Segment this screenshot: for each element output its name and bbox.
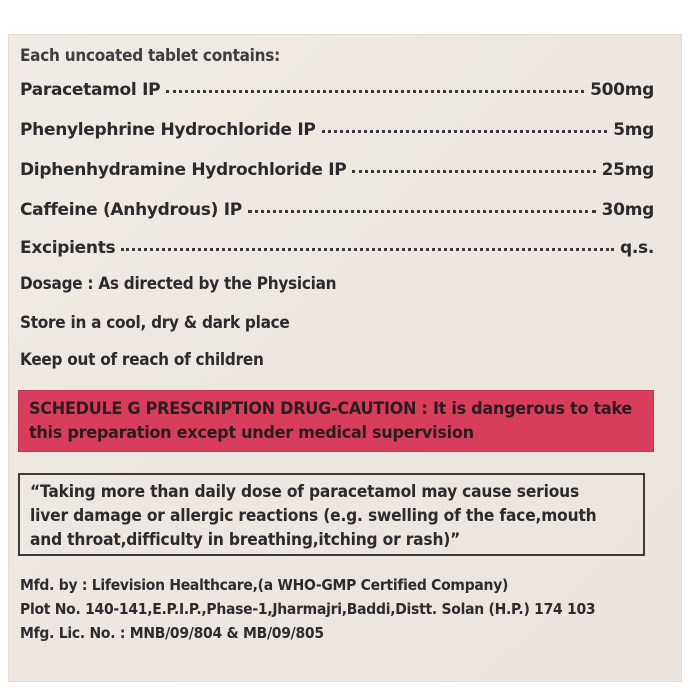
dot-leader: [352, 156, 595, 173]
dosage-text: Dosage : As directed by the Physician: [20, 274, 337, 294]
ingredient-qty: 30mg: [601, 200, 654, 220]
ingredient-row: [20, 78, 654, 102]
caution-lead: SCHEDULE G PRESCRIPTION DRUG-CAUTION :: [29, 399, 428, 419]
ingredient-name: Paracetamol IP: [20, 80, 161, 100]
medicine-label-panel: [8, 34, 682, 682]
composition-heading: Each uncoated tablet contains:: [20, 46, 280, 66]
ingredient-name: Caffeine (Anhydrous) IP: [20, 200, 242, 220]
ingredient-qty: 500mg: [590, 80, 654, 100]
ingredient-name: Diphenhydramine Hydrochloride IP: [20, 160, 347, 180]
ingredient-name: Excipients: [20, 238, 116, 258]
storage-text: Store in a cool, dry & dark place: [20, 313, 290, 333]
manufacturer-text: Mfd. by : Lifevision Healthcare,(a WHO-GMP Certified Company): [20, 576, 509, 594]
dot-leader: [121, 234, 614, 251]
keep-away-text: Keep out of reach of children: [20, 350, 264, 370]
ingredient-row: [20, 198, 654, 222]
schedule-g-caution-band: [18, 390, 654, 452]
ingredient-qty: 5mg: [613, 120, 654, 140]
dot-leader: [248, 196, 596, 213]
ingredient-qty: 25mg: [601, 160, 654, 180]
address-text: Plot No. 140-141,E.P.I.P.,Phase-1,Jharmajri,Baddi,Distt. Solan (H.P.) 174 103: [20, 600, 596, 618]
ingredient-row: [20, 236, 654, 260]
overdose-warning-text: “Taking more than daily dose of paracetamol may cause serious liver damage or allergic reactions (e.g. swelling of the face,mouth and throat,difficulty in breathing,itching or rash)”: [30, 482, 597, 550]
dot-leader: [166, 76, 584, 93]
caution-text: [29, 397, 643, 445]
ingredient-name: Phenylephrine Hydrochloride IP: [20, 120, 316, 140]
caution-rest: It is dangerous to take this preparation except under medical supervision: [29, 399, 633, 443]
license-text: Mfg. Lic. No. : MNB/09/804 & MB/09/805: [20, 624, 324, 642]
overdose-warning-box: [18, 473, 645, 556]
dot-leader: [322, 116, 608, 133]
ingredient-row: [20, 118, 654, 142]
ingredient-row: [20, 158, 654, 182]
ingredient-qty: q.s.: [619, 238, 654, 258]
